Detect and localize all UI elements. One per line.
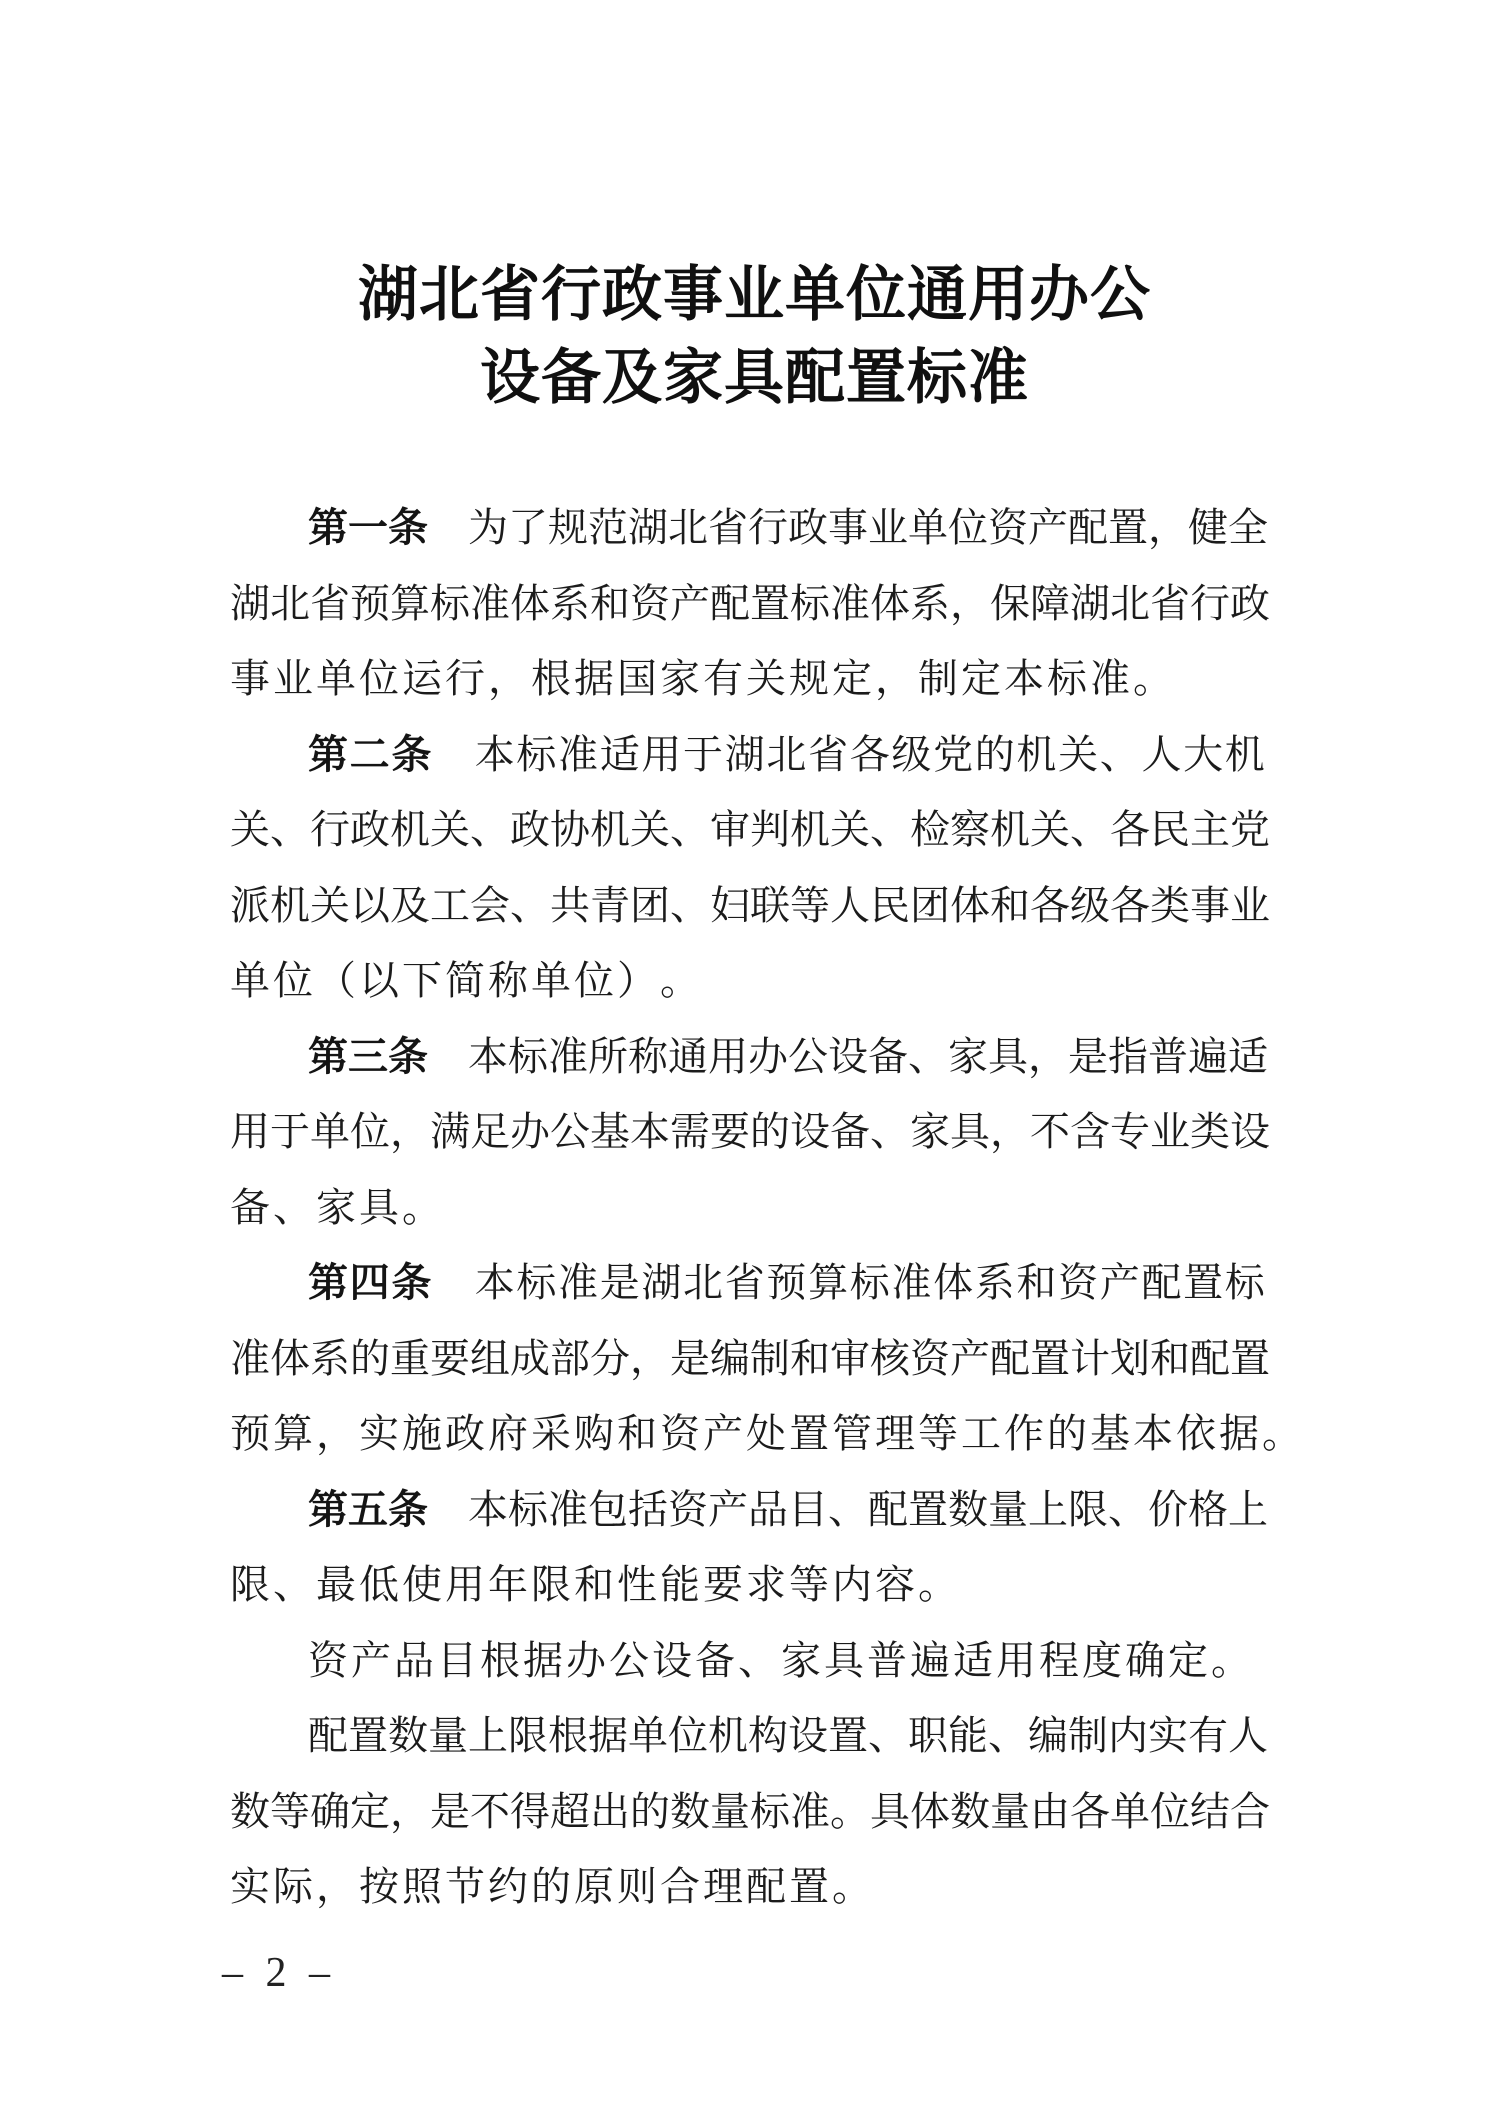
article-number: 第 bbox=[308, 1033, 348, 1079]
article-number: 第 bbox=[308, 505, 348, 551]
document-line: 第 二 条 本 标 准 适 用 于 湖 北 省 各 级 党 的 机 关 、 人 大 机 bbox=[230, 714, 1265, 790]
article-number: 五 bbox=[348, 1486, 388, 1532]
document-title-line-2: 设备及家具配置标准 bbox=[480, 344, 1029, 411]
document-line: 第 三 条 本 标 准 所 称 通 用 办 公 设 备 、 家 具 ， 是 指 普 遍 适 bbox=[230, 1016, 1265, 1092]
paragraph bbox=[230, 714, 1270, 1016]
paragraph bbox=[230, 1469, 1268, 1620]
document-line: 预 算 ， 实 施 政 府 采 购 和 资 产 处 置 管 理 等 工 作 的 基 本 依 据 。 bbox=[230, 1411, 1302, 1457]
document-body bbox=[230, 487, 1302, 1922]
article-number: 二 bbox=[349, 731, 390, 777]
document-line: 第 四 条 本 标 准 是 湖 北 省 预 算 标 准 体 系 和 资 产 配 置 标 bbox=[230, 1242, 1265, 1318]
document-line: 配 置 数 量 上 限 根 据 单 位 机 构 设 置 、 职 能 、 编 制 内 实 有 人 bbox=[308, 1713, 1268, 1759]
document-line: 单 位 （ 以 下 简 称 单 位 ） 。 bbox=[230, 958, 700, 1004]
article-number: 条 bbox=[391, 731, 432, 777]
document-line: 湖 北 省 预 算 标 准 体 系 和 资 产 配 置 标 准 体 系 ， 保 障 湖 北 省 行 政 bbox=[230, 580, 1270, 626]
article-number: 条 bbox=[388, 1033, 428, 1079]
paragraph bbox=[230, 1242, 1302, 1469]
document-title bbox=[230, 253, 1265, 419]
article-number: 条 bbox=[388, 1486, 428, 1532]
document-line: 备 、 家 具 。 bbox=[230, 1184, 442, 1230]
document-line: 第 一 条 为 了 规 范 湖 北 省 行 政 事 业 单 位 资 产 配 置 ， 健 全 bbox=[230, 487, 1265, 563]
document-line: 派 机 关 以 及 工 会 、 共 青 团 、 妇 联 等 人 民 团 体 和 各 级 各 类 事 业 bbox=[230, 882, 1270, 928]
article-number: 三 bbox=[348, 1033, 388, 1079]
article-number: 第 bbox=[308, 1486, 348, 1532]
document-line: 关 、 行 政 机 关 、 政 协 机 关 、 审 判 机 关 、 检 察 机 关 、 各 民 主 党 bbox=[230, 807, 1270, 853]
document-line: 数 等 确 定 ， 是 不 得 超 出 的 数 量 标 准 。 具 体 数 量 由 各 单 位 结 合 bbox=[230, 1788, 1270, 1834]
document-line: 用 于 单 位 ， 满 足 办 公 基 本 需 要 的 设 备 、 家 具 ， 不 含 专 业 类 设 bbox=[230, 1109, 1270, 1155]
paragraph bbox=[230, 1620, 1265, 1696]
document-title-line-1: 湖北省行政事业单位通用办公 bbox=[358, 261, 1151, 328]
article-number: 第 bbox=[308, 1260, 348, 1306]
document-line: 限 、 最 低 使 用 年 限 和 性 能 要 求 等 内 容 。 bbox=[230, 1562, 958, 1608]
paragraph bbox=[230, 487, 1270, 714]
paragraph bbox=[230, 1016, 1270, 1243]
paragraph bbox=[230, 1695, 1270, 1922]
article-number: 第 bbox=[308, 731, 348, 777]
article-number: 条 bbox=[391, 1260, 432, 1306]
page-number: – 2 – bbox=[222, 1950, 336, 1996]
document-line: 资 产 品 目 根 据 办 公 设 备 、 家 具 普 遍 适 用 程 度 确 定 。 bbox=[308, 1637, 1251, 1683]
document-line: 第 五 条 本 标 准 包 括 资 产 品 目 、 配 置 数 量 上 限 、 价 格 上 bbox=[230, 1469, 1265, 1545]
article-number: 一 bbox=[348, 505, 388, 551]
document-line: 准 体 系 的 重 要 组 成 部 分 ， 是 编 制 和 审 核 资 产 配 置 计 划 和 配 置 bbox=[230, 1335, 1270, 1381]
document-line: 事 业 单 位 运 行 ， 根 据 国 家 有 关 规 定 ， 制 定 本 标 准 。 bbox=[230, 656, 1173, 702]
article-number: 条 bbox=[388, 505, 428, 551]
document-line: 实 际 ， 按 照 节 约 的 原 则 合 理 配 置 。 bbox=[230, 1864, 872, 1910]
article-number: 四 bbox=[349, 1260, 390, 1306]
